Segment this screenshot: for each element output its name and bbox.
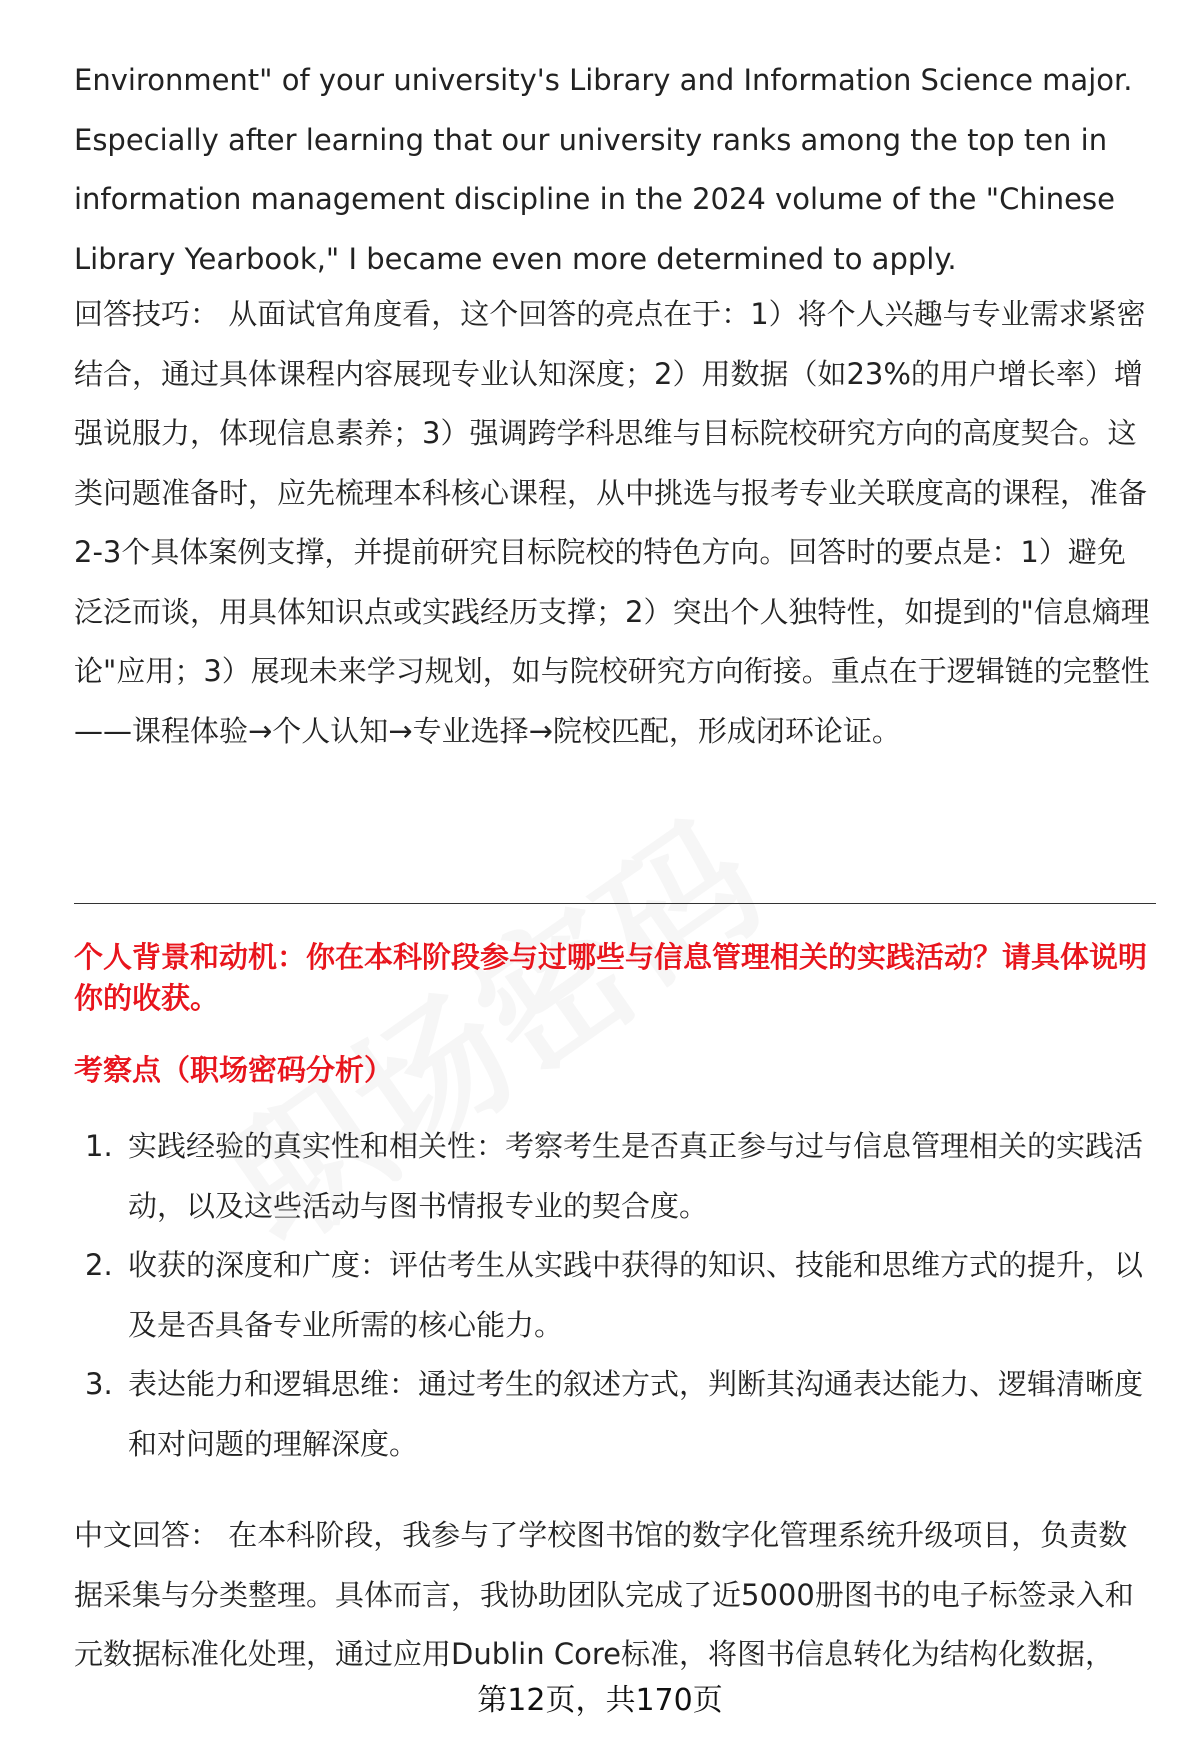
list-item	[74, 1236, 1156, 1355]
chinese-answer-paragraph: 中文回答： 在本科阶段，我参与了学校图书馆的数字化管理系统升级项目，负责数据采集与分类整理。具体而言，我协助团队完成了近5000册图书的电子标签录入和元数据标准化处理，通过应用Dublin Core标准，将图书信息转化为结构化数据，	[74, 1518, 1134, 1671]
section-divider	[74, 903, 1156, 904]
list-item-text: 收获的深度和广度：评估考生从实践中获得的知识、技能和思维方式的提升，以及是否具备专业所需的核心能力。	[128, 1248, 1144, 1342]
intro-paragraph: Environment" of your university's Library and Information Science major. Especially after learning that our university ranks among the top ten in information management discipline in the 2024 volume of the "Chinese Library Yearbook," I became even more determined to apply.	[74, 63, 1133, 276]
list-item-text: 表达能力和逻辑思维：通过考生的叙述方式，判断其沟通表达能力、逻辑清晰度和对问题的理解深度。	[128, 1367, 1144, 1461]
exam-points-list	[74, 1117, 1156, 1474]
list-item-text: 实践经验的真实性和相关性：考察考生是否真正参与过与信息管理相关的实践活动，以及这些活动与图书情报专业的契合度。	[128, 1129, 1144, 1223]
list-item-number: 3.	[85, 1367, 113, 1401]
exam-points-heading: 考察点（职场密码分析）	[74, 1053, 394, 1087]
page-number: 第12页，共170页	[477, 1683, 723, 1718]
answer-tips-paragraph: 回答技巧： 从面试官角度看，这个回答的亮点在于：1）将个人兴趣与专业需求紧密结合，通过具体课程内容展现专业认知深度；2）用数据（如23%的用户增长率）增强说服力，体现信息素养；3）强调跨学科思维与目标院校研究方向的高度契合。这类问题准备时，应先梳理本科核心课程，从中挑选与报考专业关联度高的课程，准备2-3个具体案例支撑，并提前研究目标院校的特色方向。回答时的要点是：1）避免泛泛而谈，用具体知识点或实践经历支撑；2）突出个人独特性，如提到的"信息熵理论"应用；3）展现未来学习规划，如与院校研究方向衔接。重点在于逻辑链的完整性——课程体验→个人认知→专业选择→院校匹配，形成闭环论证。	[74, 297, 1150, 748]
list-item-number: 2.	[85, 1248, 113, 1282]
list-item	[74, 1355, 1156, 1474]
list-item-number: 1.	[85, 1129, 113, 1163]
question-heading: 个人背景和动机：你在本科阶段参与过哪些与信息管理相关的实践活动？请具体说明你的收获。	[74, 940, 1148, 1015]
list-item	[74, 1117, 1156, 1236]
